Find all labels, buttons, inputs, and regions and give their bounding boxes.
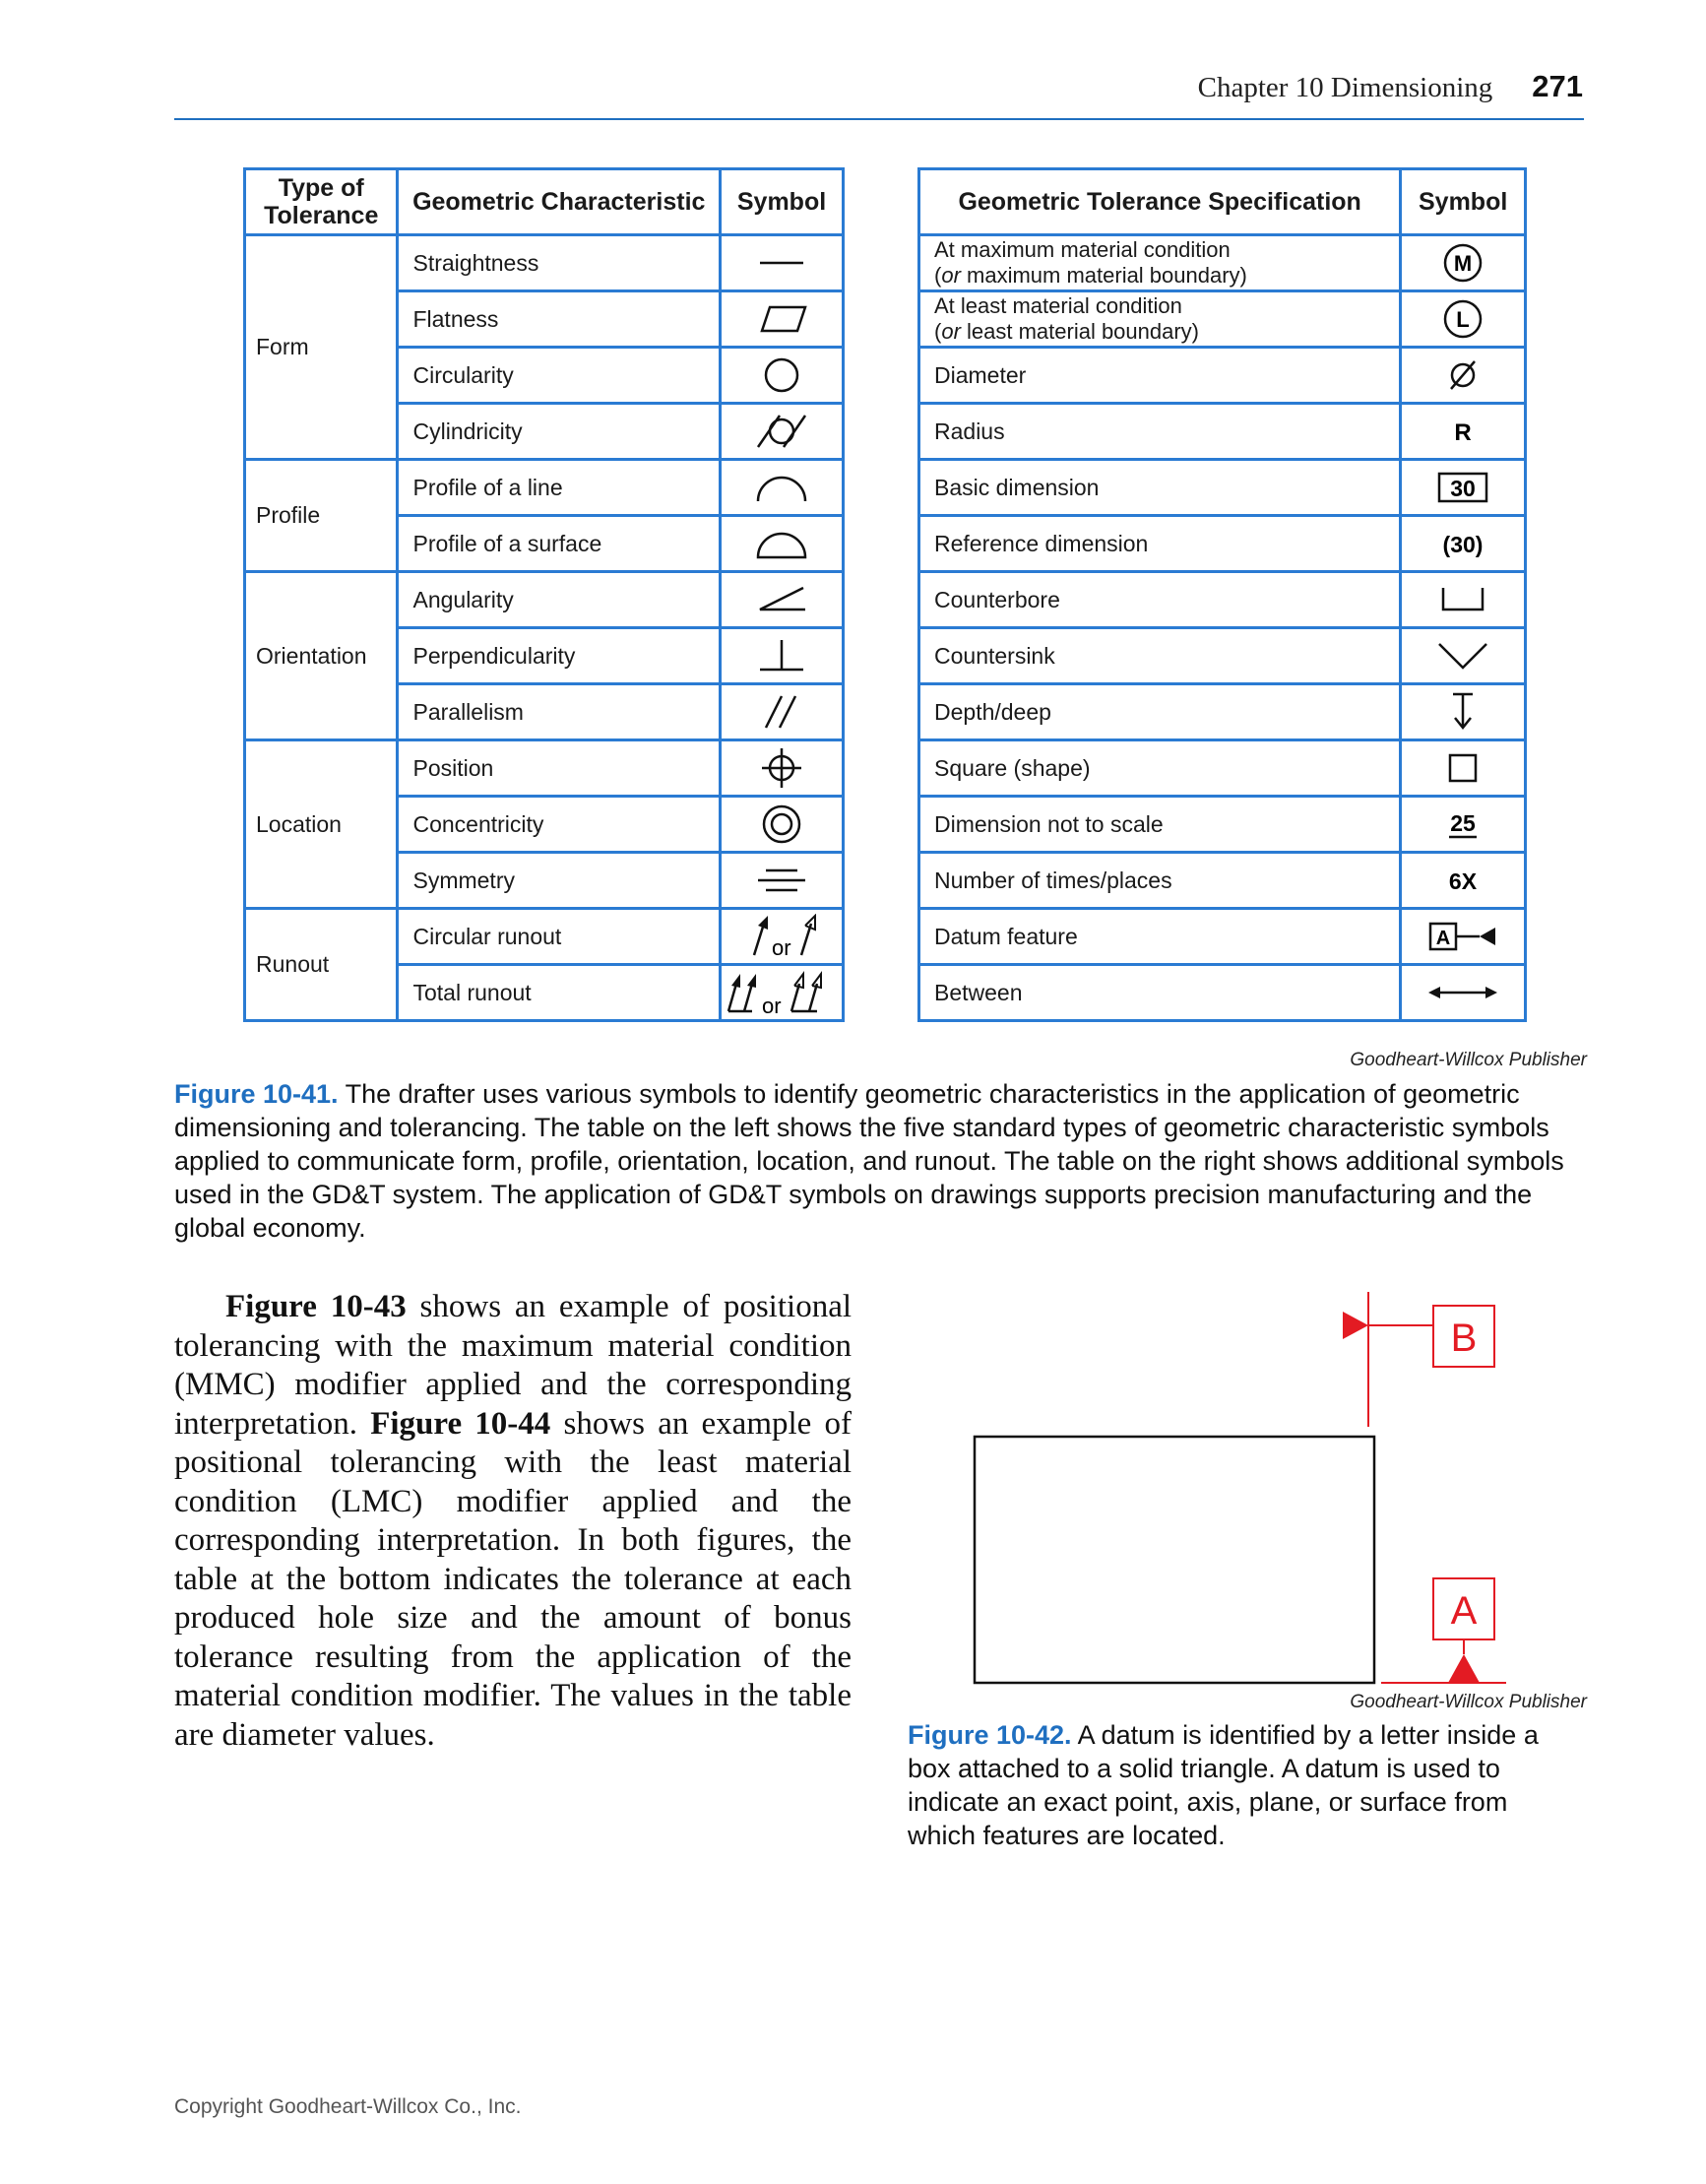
runout-or-label: or	[762, 994, 782, 1015]
table-row	[919, 628, 1526, 684]
square-icon	[1401, 740, 1526, 797]
figure-42-text: A datum is identified by a letter inside a box attached to a solid triangle. A datum is used to indicate an exact point, axis, plane, or surface from which features are located.	[908, 1720, 1539, 1850]
chapter-title: Chapter 10 Dimensioning	[1197, 72, 1493, 103]
figure-41-caption	[174, 1077, 1592, 1245]
datum-a-letter: A	[1450, 1589, 1478, 1633]
specification-name: Datum feature	[919, 909, 1401, 965]
times-places-icon	[1401, 853, 1526, 909]
depth-icon	[1401, 684, 1526, 740]
characteristic-name: Total runout	[398, 965, 721, 1021]
circular-runout-icon	[721, 909, 844, 965]
column-header: Symbol	[721, 169, 844, 235]
specification-name: Diameter	[919, 348, 1401, 404]
angularity-icon	[721, 572, 844, 628]
column-header: Type of Tolerance	[245, 169, 398, 235]
table-row	[245, 235, 844, 291]
specification-name	[919, 235, 1401, 291]
figure-42-credit: Goodheart-Willcox Publisher	[1350, 1692, 1587, 1712]
body-paragraph	[174, 1288, 852, 1755]
datum-b-letter: B	[1450, 1317, 1478, 1360]
figure-41-credit: Goodheart-Willcox Publisher	[1350, 1050, 1587, 1070]
specification-name: Depth/deep	[919, 684, 1401, 740]
specification-name: Dimension not to scale	[919, 797, 1401, 853]
page-number: 271	[1532, 69, 1583, 103]
between-icon	[1401, 965, 1526, 1021]
datum-feature-letter: A	[1435, 928, 1451, 949]
characteristic-name: Parallelism	[398, 684, 721, 740]
characteristic-name: Straightness	[398, 235, 721, 291]
column-header: Geometric Tolerance Specification	[919, 169, 1401, 235]
tolerance-type: Profile	[245, 460, 398, 572]
figure-42-label: Figure 10-42.	[908, 1720, 1072, 1750]
symmetry-icon	[721, 853, 844, 909]
tolerance-type: Runout	[245, 909, 398, 1021]
specification-name: Number of times/places	[919, 853, 1401, 909]
datum-figure	[945, 1280, 1536, 1703]
basic-dimension-value: 30	[1450, 476, 1476, 501]
counterbore-icon	[1401, 572, 1526, 628]
total-runout-icon	[721, 965, 844, 1021]
not-to-scale-value: 25	[1450, 810, 1476, 836]
characteristic-name: Circular runout	[398, 909, 721, 965]
specification-name: Countersink	[919, 628, 1401, 684]
straightness-icon	[721, 235, 844, 291]
table-row	[919, 404, 1526, 460]
characteristic-name: Perpendicularity	[398, 628, 721, 684]
body-text-part: shows an example of positional tolerancing with the least material condition (LMC) modifier applied and the corresponding interpretation. In both figures, the table at the bottom indicates the tolerance at each produced hole size and the amount of bonus tolerance resulting from the application of the material condition modifier. The values in the table are diameter values.	[174, 1405, 852, 1753]
mmc-letter: M	[1453, 251, 1473, 276]
radius-letter: R	[1454, 419, 1472, 446]
table-row	[919, 348, 1526, 404]
table-row	[919, 291, 1526, 348]
table-row	[245, 460, 844, 516]
parallelism-icon	[721, 684, 844, 740]
table-row	[919, 797, 1526, 853]
body-text-part: shows an example of positional tolerancing with the maximum material condition (MMC) modifier applied and the corresponding interpretation.	[174, 1289, 853, 1442]
table-row	[919, 572, 1526, 628]
not-to-scale-icon	[1401, 797, 1526, 853]
lmc-icon	[1401, 291, 1526, 348]
specification-name: Basic dimension	[919, 460, 1401, 516]
table-row	[245, 572, 844, 628]
tolerance-specification-table	[917, 167, 1527, 1022]
table-row	[919, 965, 1526, 1021]
specification-name: Radius	[919, 404, 1401, 460]
table-row	[919, 853, 1526, 909]
characteristic-name: Angularity	[398, 572, 721, 628]
table-row	[919, 235, 1526, 291]
characteristic-name: Profile of a surface	[398, 516, 721, 572]
figure-reference: Figure 10-43	[225, 1289, 407, 1324]
characteristic-name: Cylindricity	[398, 404, 721, 460]
basic-dimension-icon	[1401, 460, 1526, 516]
spec-italic-or: or	[941, 263, 961, 288]
table-row	[919, 460, 1526, 516]
column-header: Geometric Characteristic	[398, 169, 721, 235]
table-row	[919, 516, 1526, 572]
running-head	[1198, 69, 1583, 112]
geometric-characteristics-table	[243, 167, 845, 1022]
mmc-icon	[1401, 235, 1526, 291]
profile-surface-icon	[721, 516, 844, 572]
cylindricity-icon	[721, 404, 844, 460]
diameter-icon	[1401, 348, 1526, 404]
characteristic-name: Symmetry	[398, 853, 721, 909]
spec-line-2: least material boundary)	[960, 319, 1200, 344]
characteristic-name: Position	[398, 740, 721, 797]
footer-copyright: Copyright Goodheart-Willcox Co., Inc.	[174, 2095, 522, 2118]
figure-reference: Figure 10-44	[370, 1405, 551, 1442]
table-row	[919, 684, 1526, 740]
table-row	[919, 740, 1526, 797]
reference-dimension-value: (30)	[1442, 532, 1484, 557]
tolerance-type: Form	[245, 235, 398, 460]
part-outline	[975, 1437, 1374, 1683]
specification-name: Between	[919, 965, 1401, 1021]
specification-name: Square (shape)	[919, 740, 1401, 797]
characteristic-name: Flatness	[398, 291, 721, 348]
datum-feature-icon	[1401, 909, 1526, 965]
characteristic-name: Concentricity	[398, 797, 721, 853]
profile-line-icon	[721, 460, 844, 516]
specification-name	[919, 291, 1401, 348]
spec-italic-or: or	[941, 319, 961, 344]
figure-42-caption	[908, 1718, 1557, 1852]
header-rule	[174, 118, 1584, 120]
spec-open-paren: (	[934, 263, 942, 288]
datum-a-triangle	[1448, 1654, 1480, 1683]
table-row	[245, 740, 844, 797]
lmc-letter: L	[1456, 307, 1470, 332]
radius-icon	[1401, 404, 1526, 460]
table-header-row	[919, 169, 1526, 235]
spec-open-paren: (	[934, 319, 942, 344]
perpendicularity-icon	[721, 628, 844, 684]
spec-line-2: maximum material boundary)	[960, 263, 1247, 288]
reference-dimension-icon	[1401, 516, 1526, 572]
datum-b-triangle	[1343, 1312, 1368, 1339]
circularity-icon	[721, 348, 844, 404]
table-row	[919, 909, 1526, 965]
runout-or-label: or	[772, 935, 791, 959]
specification-name: Reference dimension	[919, 516, 1401, 572]
characteristic-name: Profile of a line	[398, 460, 721, 516]
table-row	[245, 909, 844, 965]
spec-line-1: At maximum material condition	[934, 237, 1231, 262]
spec-line-1: At least material condition	[934, 293, 1182, 318]
tolerance-type: Orientation	[245, 572, 398, 740]
specification-name: Counterbore	[919, 572, 1401, 628]
countersink-icon	[1401, 628, 1526, 684]
position-icon	[721, 740, 844, 797]
characteristic-name: Circularity	[398, 348, 721, 404]
concentricity-icon	[721, 797, 844, 853]
tolerance-type: Location	[245, 740, 398, 909]
times-places-value: 6X	[1449, 868, 1478, 894]
table-header-row	[245, 169, 844, 235]
flatness-icon	[721, 291, 844, 348]
figure-41-text: The drafter uses various symbols to identify geometric characteristics in the application of geometric dimensioning and tolerancing. The table on the left shows the five standard types of geometric characteristic symbols applied to communicate form, profile, orientation, location, and runout. The table on the right shows additional symbols used in the GD&T system. The application of GD&T symbols on drawings supports precision manufacturing and the global economy.	[174, 1079, 1564, 1243]
column-header: Symbol	[1401, 169, 1526, 235]
figure-41-label: Figure 10-41.	[174, 1079, 339, 1109]
